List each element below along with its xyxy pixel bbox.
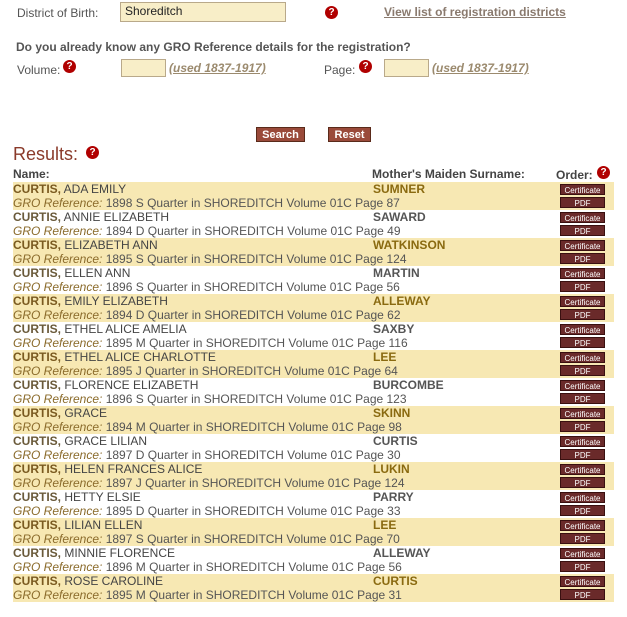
result-maiden-surname: PARRY — [373, 490, 414, 504]
result-name — [13, 574, 163, 588]
gro-reference-label: GRO Reference: — [13, 196, 103, 210]
results-help-icon[interactable]: ? — [86, 146, 99, 159]
gro-reference-label: GRO Reference: — [13, 392, 103, 406]
gro-reference-label: GRO Reference: — [13, 476, 103, 490]
gro-reference-value: 1896 M Quarter in SHOREDITCH Volume 01C Page 56 — [102, 560, 402, 574]
result-forenames: ROSE CAROLINE — [61, 574, 164, 588]
order-pdf-button[interactable]: PDF — [560, 421, 605, 432]
result-maiden-surname: MARTIN — [373, 266, 420, 280]
order-certificate-button[interactable]: Certificate — [560, 352, 605, 363]
gro-reference-label: GRO Reference: — [13, 448, 103, 462]
result-maiden-surname: SUMNER — [373, 182, 426, 196]
order-pdf-button[interactable]: PDF — [560, 505, 605, 516]
volume-used-link[interactable]: (used 1837-1917) — [169, 61, 266, 75]
results-list — [13, 182, 614, 602]
result-row — [13, 182, 614, 210]
gro-reference-label: GRO Reference: — [13, 280, 103, 294]
result-gro-reference — [13, 420, 402, 434]
order-pdf-button[interactable]: PDF — [560, 393, 605, 404]
order-certificate-button[interactable]: Certificate — [560, 464, 605, 475]
order-certificate-button[interactable]: Certificate — [560, 548, 605, 559]
result-surname: CURTIS, — [13, 434, 61, 448]
col-maiden-header: Mother's Maiden Surname: — [372, 167, 525, 181]
result-gro-reference — [13, 588, 402, 602]
result-surname: CURTIS, — [13, 546, 61, 560]
result-name — [13, 406, 107, 420]
result-maiden-surname: BURCOMBE — [373, 378, 444, 392]
result-surname: CURTIS, — [13, 182, 61, 196]
gro-reference-value: 1894 M Quarter in SHOREDITCH Volume 01C Page 98 — [102, 420, 402, 434]
order-certificate-button[interactable]: Certificate — [560, 576, 605, 587]
result-row — [13, 266, 614, 294]
order-pdf-button[interactable]: PDF — [560, 449, 605, 460]
result-name — [13, 210, 169, 224]
col-name-header: Name: — [13, 167, 50, 181]
result-forenames: GRACE LILIAN — [61, 434, 148, 448]
result-row — [13, 434, 614, 462]
order-pdf-button[interactable]: PDF — [560, 225, 605, 236]
result-gro-reference — [13, 308, 401, 322]
result-row — [13, 350, 614, 378]
result-surname: CURTIS, — [13, 210, 61, 224]
result-maiden-surname: CURTIS — [373, 434, 418, 448]
result-gro-reference — [13, 448, 401, 462]
result-name — [13, 518, 142, 532]
gro-reference-label: GRO Reference: — [13, 364, 103, 378]
result-row — [13, 238, 614, 266]
result-gro-reference — [13, 532, 400, 546]
order-certificate-button[interactable]: Certificate — [560, 492, 605, 503]
order-help-icon[interactable]: ? — [597, 166, 610, 179]
gro-reference-value: 1895 D Quarter in SHOREDITCH Volume 01C Page 33 — [102, 504, 401, 518]
results-title: Results: — [13, 144, 79, 164]
gro-reference-label: GRO Reference: — [13, 252, 103, 266]
order-pdf-button[interactable]: PDF — [560, 309, 605, 320]
result-maiden-surname: SKINN — [373, 406, 411, 420]
result-forenames: LILIAN ELLEN — [61, 518, 143, 532]
result-surname: CURTIS, — [13, 574, 61, 588]
result-name — [13, 434, 147, 448]
result-row — [13, 462, 614, 490]
result-gro-reference — [13, 504, 401, 518]
gro-reference-value: 1895 M Quarter in SHOREDITCH Volume 01C Page 31 — [102, 588, 402, 602]
order-pdf-button[interactable]: PDF — [560, 533, 605, 544]
result-surname: CURTIS, — [13, 294, 61, 308]
page-used-link[interactable]: (used 1837-1917) — [432, 61, 529, 75]
result-forenames: ETHEL ALICE CHARLOTTE — [61, 350, 216, 364]
order-certificate-button[interactable]: Certificate — [560, 212, 605, 223]
view-districts-link[interactable]: View list of registration districts — [384, 5, 566, 19]
result-row — [13, 546, 614, 574]
result-row — [13, 518, 614, 546]
gro-reference-value: 1898 S Quarter in SHOREDITCH Volume 01C Page 87 — [102, 196, 400, 210]
volume-help-icon[interactable]: ? — [63, 60, 76, 73]
result-surname: CURTIS, — [13, 322, 61, 336]
result-forenames: ETHEL ALICE AMELIA — [61, 322, 187, 336]
gro-reference-label: GRO Reference: — [13, 336, 103, 350]
order-pdf-button[interactable]: PDF — [560, 253, 605, 264]
order-pdf-button[interactable]: PDF — [560, 589, 605, 600]
result-row — [13, 378, 614, 406]
result-row — [13, 490, 614, 518]
gro-reference-label: GRO Reference: — [13, 504, 103, 518]
order-pdf-button[interactable]: PDF — [560, 281, 605, 292]
result-surname: CURTIS, — [13, 378, 61, 392]
result-maiden-surname: LEE — [373, 350, 397, 364]
district-help-icon[interactable]: ? — [325, 6, 338, 19]
volume-input[interactable] — [121, 59, 166, 77]
result-forenames: ELLEN ANN — [61, 266, 131, 280]
result-row — [13, 210, 614, 238]
result-name — [13, 266, 130, 280]
result-name — [13, 350, 216, 364]
result-gro-reference — [13, 196, 400, 210]
result-name — [13, 546, 175, 560]
result-name — [13, 378, 198, 392]
result-surname: CURTIS, — [13, 406, 61, 420]
gro-reference-value: 1897 D Quarter in SHOREDITCH Volume 01C Page 30 — [102, 448, 401, 462]
result-surname: CURTIS, — [13, 462, 61, 476]
result-gro-reference — [13, 392, 407, 406]
result-surname: CURTIS, — [13, 266, 61, 280]
result-row — [13, 322, 614, 350]
page-label: Page: — [324, 63, 356, 77]
volume-label: Volume: — [17, 63, 61, 77]
result-name — [13, 490, 141, 504]
result-name — [13, 462, 202, 476]
gro-reference-value: 1894 D Quarter in SHOREDITCH Volume 01C Page 49 — [102, 224, 401, 238]
gro-reference-label: GRO Reference: — [13, 560, 103, 574]
result-forenames: FLORENCE ELIZABETH — [61, 378, 199, 392]
result-forenames: ADA EMILY — [61, 182, 127, 196]
order-certificate-button[interactable]: Certificate — [560, 296, 605, 307]
order-certificate-button[interactable]: Certificate — [560, 380, 605, 391]
result-gro-reference — [13, 224, 401, 238]
order-pdf-button[interactable]: PDF — [560, 561, 605, 572]
gro-reference-value: 1897 J Quarter in SHOREDITCH Volume 01C Page 124 — [102, 476, 405, 490]
result-forenames: HETTY ELSIE — [61, 490, 141, 504]
result-surname: CURTIS, — [13, 518, 61, 532]
gro-reference-label: GRO Reference: — [13, 588, 103, 602]
order-certificate-button[interactable]: Certificate — [560, 324, 605, 335]
order-certificate-button[interactable]: Certificate — [560, 268, 605, 279]
gro-reference-value: 1896 S Quarter in SHOREDITCH Volume 01C Page 56 — [102, 280, 400, 294]
result-forenames: ANNIE ELIZABETH — [61, 210, 170, 224]
order-certificate-button[interactable]: Certificate — [560, 408, 605, 419]
result-name — [13, 182, 126, 196]
order-pdf-button[interactable]: PDF — [560, 197, 605, 208]
result-gro-reference — [13, 336, 408, 350]
result-forenames: MINNIE FLORENCE — [61, 546, 176, 560]
order-certificate-button[interactable]: Certificate — [560, 240, 605, 251]
result-surname: CURTIS, — [13, 490, 61, 504]
result-maiden-surname: SAXBY — [373, 322, 415, 336]
result-row — [13, 574, 614, 602]
order-certificate-button[interactable]: Certificate — [560, 184, 605, 195]
order-pdf-button[interactable]: PDF — [560, 337, 605, 348]
gro-reference-value: 1895 S Quarter in SHOREDITCH Volume 01C Page 124 — [102, 252, 407, 266]
result-maiden-surname: ALLEWAY — [373, 294, 431, 308]
result-maiden-surname: LUKIN — [373, 462, 410, 476]
result-gro-reference — [13, 252, 407, 266]
result-gro-reference — [13, 364, 398, 378]
result-row — [13, 406, 614, 434]
gro-reference-value: 1894 D Quarter in SHOREDITCH Volume 01C Page 62 — [102, 308, 401, 322]
result-forenames: HELEN FRANCES ALICE — [61, 462, 203, 476]
result-gro-reference — [13, 560, 402, 574]
page-help-icon[interactable]: ? — [359, 60, 372, 73]
gro-question: Do you already know any GRO Reference details for the registration? — [16, 40, 411, 54]
order-pdf-button[interactable]: PDF — [560, 365, 605, 376]
search-button[interactable]: Search — [256, 127, 305, 142]
gro-reference-value: 1896 S Quarter in SHOREDITCH Volume 01C Page 123 — [102, 392, 407, 406]
result-maiden-surname: LEE — [373, 518, 397, 532]
result-maiden-surname: SAWARD — [373, 210, 426, 224]
result-gro-reference — [13, 280, 400, 294]
district-label: District of Birth: — [17, 6, 99, 20]
result-name — [13, 322, 187, 336]
result-forenames: ELIZABETH ANN — [61, 238, 158, 252]
result-name — [13, 294, 168, 308]
gro-reference-label: GRO Reference: — [13, 224, 103, 238]
result-row — [13, 294, 614, 322]
gro-reference-label: GRO Reference: — [13, 420, 103, 434]
col-order-header: Order: — [556, 168, 593, 182]
order-certificate-button[interactable]: Certificate — [560, 436, 605, 447]
result-surname: CURTIS, — [13, 350, 61, 364]
result-forenames: EMILY ELIZABETH — [61, 294, 168, 308]
gro-reference-value: 1895 J Quarter in SHOREDITCH Volume 01C Page 64 — [102, 364, 398, 378]
result-gro-reference — [13, 476, 405, 490]
reset-button[interactable]: Reset — [328, 127, 371, 142]
result-forenames: GRACE — [61, 406, 108, 420]
gro-reference-value: 1897 S Quarter in SHOREDITCH Volume 01C Page 70 — [102, 532, 400, 546]
gro-reference-label: GRO Reference: — [13, 532, 103, 546]
order-certificate-button[interactable]: Certificate — [560, 520, 605, 531]
result-maiden-surname: CURTIS — [373, 574, 418, 588]
order-pdf-button[interactable]: PDF — [560, 477, 605, 488]
result-surname: CURTIS, — [13, 238, 61, 252]
result-maiden-surname: WATKINSON — [373, 238, 446, 252]
district-input[interactable]: Shoreditch — [120, 2, 286, 22]
result-maiden-surname: ALLEWAY — [373, 546, 431, 560]
gro-reference-value: 1895 M Quarter in SHOREDITCH Volume 01C Page 116 — [102, 336, 408, 350]
gro-reference-label: GRO Reference: — [13, 308, 103, 322]
page-input[interactable] — [384, 59, 429, 77]
result-name — [13, 238, 158, 252]
